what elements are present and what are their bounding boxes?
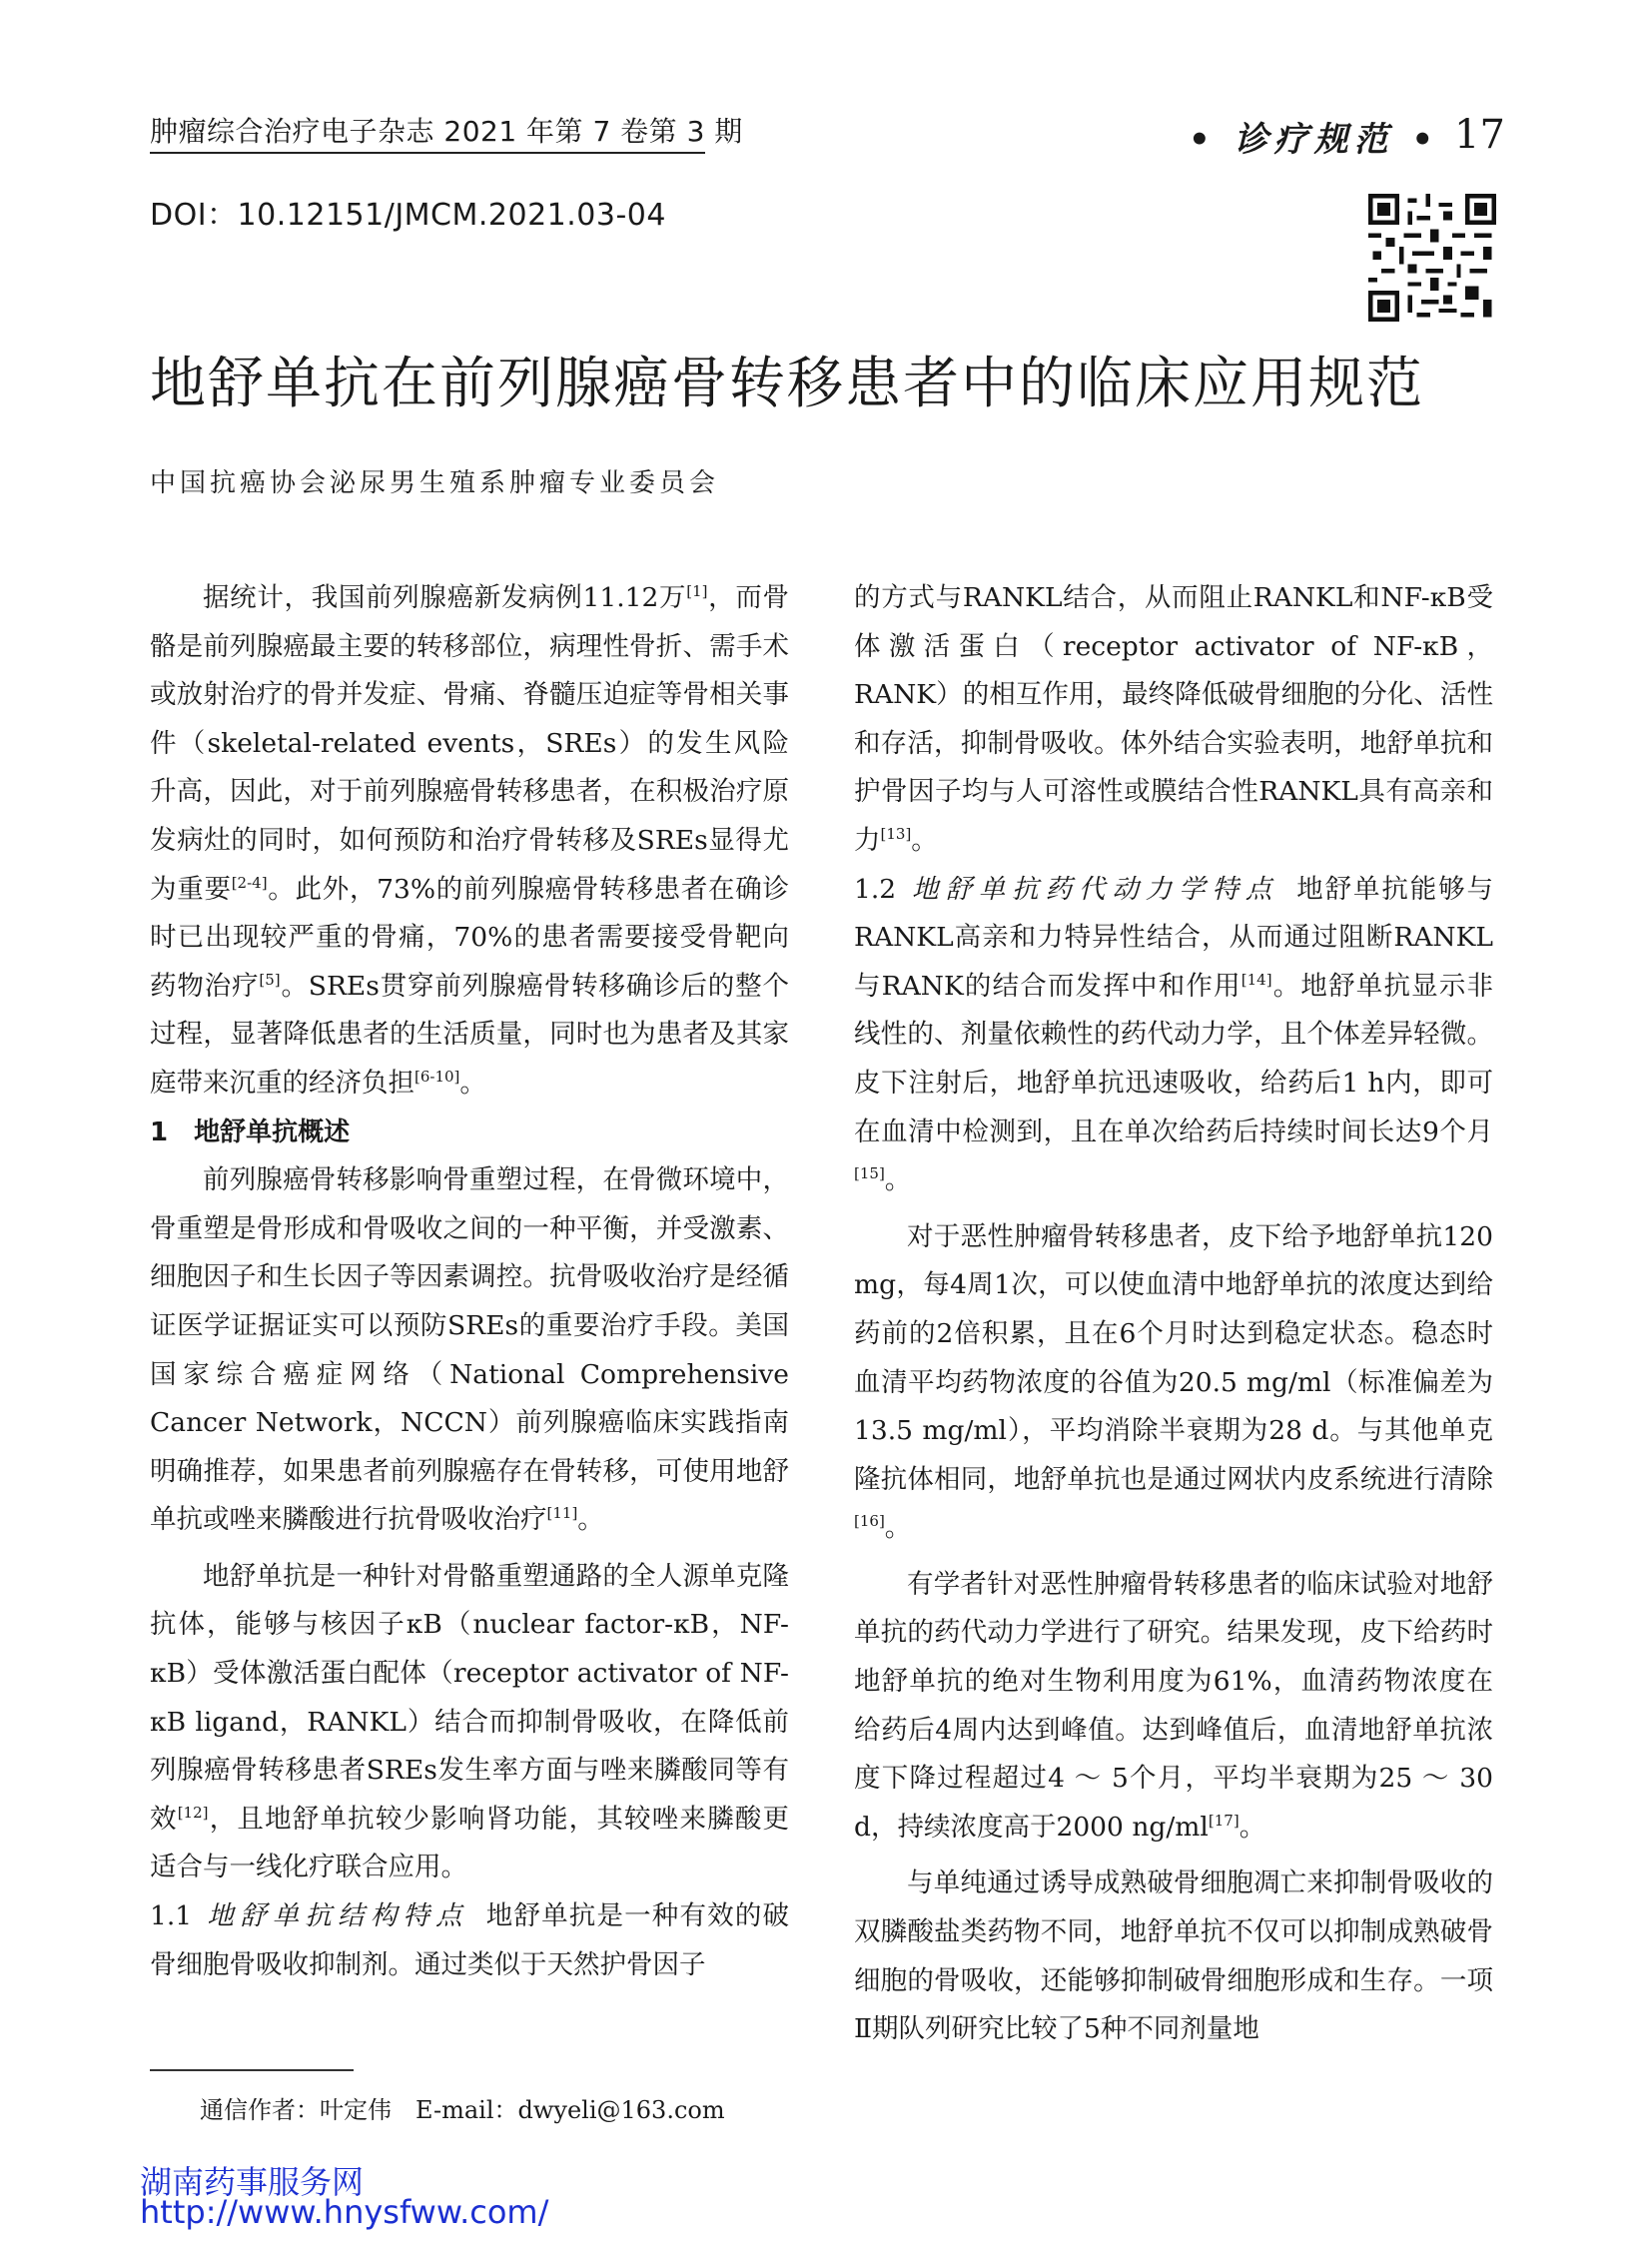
doi: DOI：10.12151/JMCM.2021.03-04 bbox=[150, 198, 666, 233]
qr-code-icon bbox=[1368, 194, 1496, 322]
paragraph-mechanism: 与单纯通过诱导成熟破骨细胞凋亡来抑制骨吸收的双膦酸盐类药物不同，地舒单抗不仅可以抑制成熟破骨细胞的骨吸收，还能够抑制破骨细胞形成和生存。一项Ⅱ期队列研究比较了5种不同剂量地 bbox=[854, 1868, 1493, 2045]
watermark-site-name: 湖南药事服务网 bbox=[140, 2163, 365, 2201]
heading-1-1-number: 1.1 bbox=[150, 1900, 193, 1932]
footnote-rule bbox=[150, 2069, 354, 2071]
heading-1: 1 地舒单抗概述 bbox=[150, 1117, 351, 1147]
paragraph-intro: 据统计，我国前列腺癌新发病例11.12万[1]，而骨骼是前列腺癌最主要的转移部位，病理性骨折、需手术或放射治疗的骨并发症、骨痛、脊髓压迫症等骨相关事件（skeletal-related events，SREs）的发生风险升高，因此，对于前列腺癌骨转移患者，在积极治疗原发病灶的同时，如何预防和治疗骨转移及SREs显得尤为重要[2-4]。此外，73%的前列腺癌骨转移患者在确诊时已出现较严重的骨痛，70%的患者需要接受骨靶向药物治疗[5]。SREs贯穿前列腺癌骨转移确诊后的整个过程，显著降低患者的生活质量，同时也为患者及其家庭带来沉重的经济负担[6-10]。 bbox=[150, 582, 790, 1099]
section-label: • 诊疗规范 • bbox=[1189, 120, 1440, 160]
paragraph-pharmacokinetics: 1.2 地舒单抗药代动力学特点 地舒单抗能够与RANKL高亲和力特异性结合，从而通过阻断RANKL与RANK的结合而发挥中和作用[14]。地舒单抗显示非线性的、剂量依赖性的药代动力学，且个体差异轻微。皮下注射后，地舒单抗迅速吸收，给药后1 h内，即可在血清中检测到，且在单次给药后持续时间长达9个月[15]。 bbox=[854, 873, 1493, 1196]
paper-title: 地舒单抗在前列腺癌骨转移患者中的临床应用规范 bbox=[150, 352, 1424, 416]
right-column bbox=[854, 574, 1493, 2054]
author-affiliation: 中国抗癌协会泌尿男生殖系肿瘤专业委员会 bbox=[150, 468, 720, 498]
paragraph-trial: 有学者针对恶性肿瘤骨转移患者的临床试验对地舒单抗的药代动力学进行了研究。结果发现，皮下给药时地舒单抗的绝对生物利用度为61%，血清药物浓度在给药后4周内达到峰值。达到峰值后，血清地舒单抗浓度下降过程超过4 ～ 5个月，平均半衰期为25 ～ 30 d，持续浓度高于2000 ng/ml[17]。 bbox=[854, 1568, 1493, 1843]
watermark-url[interactable]: http://www.hnysfww.com/ bbox=[140, 2193, 549, 2231]
paragraph-denosumab: 地舒单抗是一种针对骨骼重塑通路的全人源单克隆抗体，能够与核因子κB（nuclear factor-κB，NF-κB）受体激活蛋白配体（receptor activator of NF-κB ligand，RANKL）结合而抑制骨吸收，在降低前列腺癌骨转移患者SREs发生率方面与唑来膦酸同等有效[12]，且地舒单抗较少影响肾功能，其较唑来膦酸更适合与一线化疗联合应用。 bbox=[150, 1560, 790, 1883]
heading-1-2-number: 1.2 bbox=[854, 873, 897, 905]
paragraph-dosing: 对于恶性肿瘤骨转移患者，皮下给予地舒单抗120 mg，每4周1次，可以使血清中地舒单抗的浓度达到给药前的2倍积累，且在6个月时达到稳定状态。稳态时血清平均药物浓度的谷值为20.5 mg/ml（标准偏差为13.5 mg/ml），平均消除半衰期为28 d。与其他单克隆抗体相同，地舒单抗也是通过网状内皮系统进行清除[16]。 bbox=[854, 1220, 1493, 1544]
journal-header: 肿瘤综合治疗电子杂志 2021 年第 7 卷第 3 期 bbox=[150, 115, 743, 148]
paragraph-overview: 前列腺癌骨转移影响骨重塑过程，在骨微环境中，骨重塑是骨形成和骨吸收之间的一种平衡，并受激素、细胞因子和生长因子等因素调控。抗骨吸收治疗是经循证医学证据证实可以预防SREs的重要治疗手段。美国国家综合癌症网络（National Comprehensive Cancer Network，NCCN）前列腺癌临床实践指南明确推荐，如果患者前列腺癌存在骨转移，可使用地舒单抗或唑来膦酸进行抗骨吸收治疗[11]。 bbox=[150, 1164, 789, 1536]
heading-1-1: 地舒单抗结构特点 bbox=[206, 1900, 468, 1932]
corresponding-author-note: 通信作者：叶定伟 E-mail：dwyeli@163.com bbox=[200, 2096, 725, 2124]
heading-1-2: 地舒单抗药代动力学特点 bbox=[910, 873, 1279, 905]
paragraph-structure-cont: 的方式与RANKL结合，从而阻止RANKL和NF-κB受体激活蛋白（receptor activator of NF-κB，RANK）的相互作用，最终降低破骨细胞的分化、活性和存活，抑制骨吸收。体外结合实验表明，地舒单抗和护骨因子均与人可溶性或膜结合性RANKL具有高亲和力[13]。 bbox=[854, 582, 1493, 856]
page-number: 17 bbox=[1454, 112, 1505, 158]
left-column bbox=[150, 574, 789, 1989]
header-rule bbox=[150, 152, 705, 154]
paragraph-structure: 1.1 地舒单抗结构特点 地舒单抗是一种有效的破骨细胞骨吸收抑制剂。通过类似于天然护骨因子 bbox=[150, 1900, 790, 1980]
